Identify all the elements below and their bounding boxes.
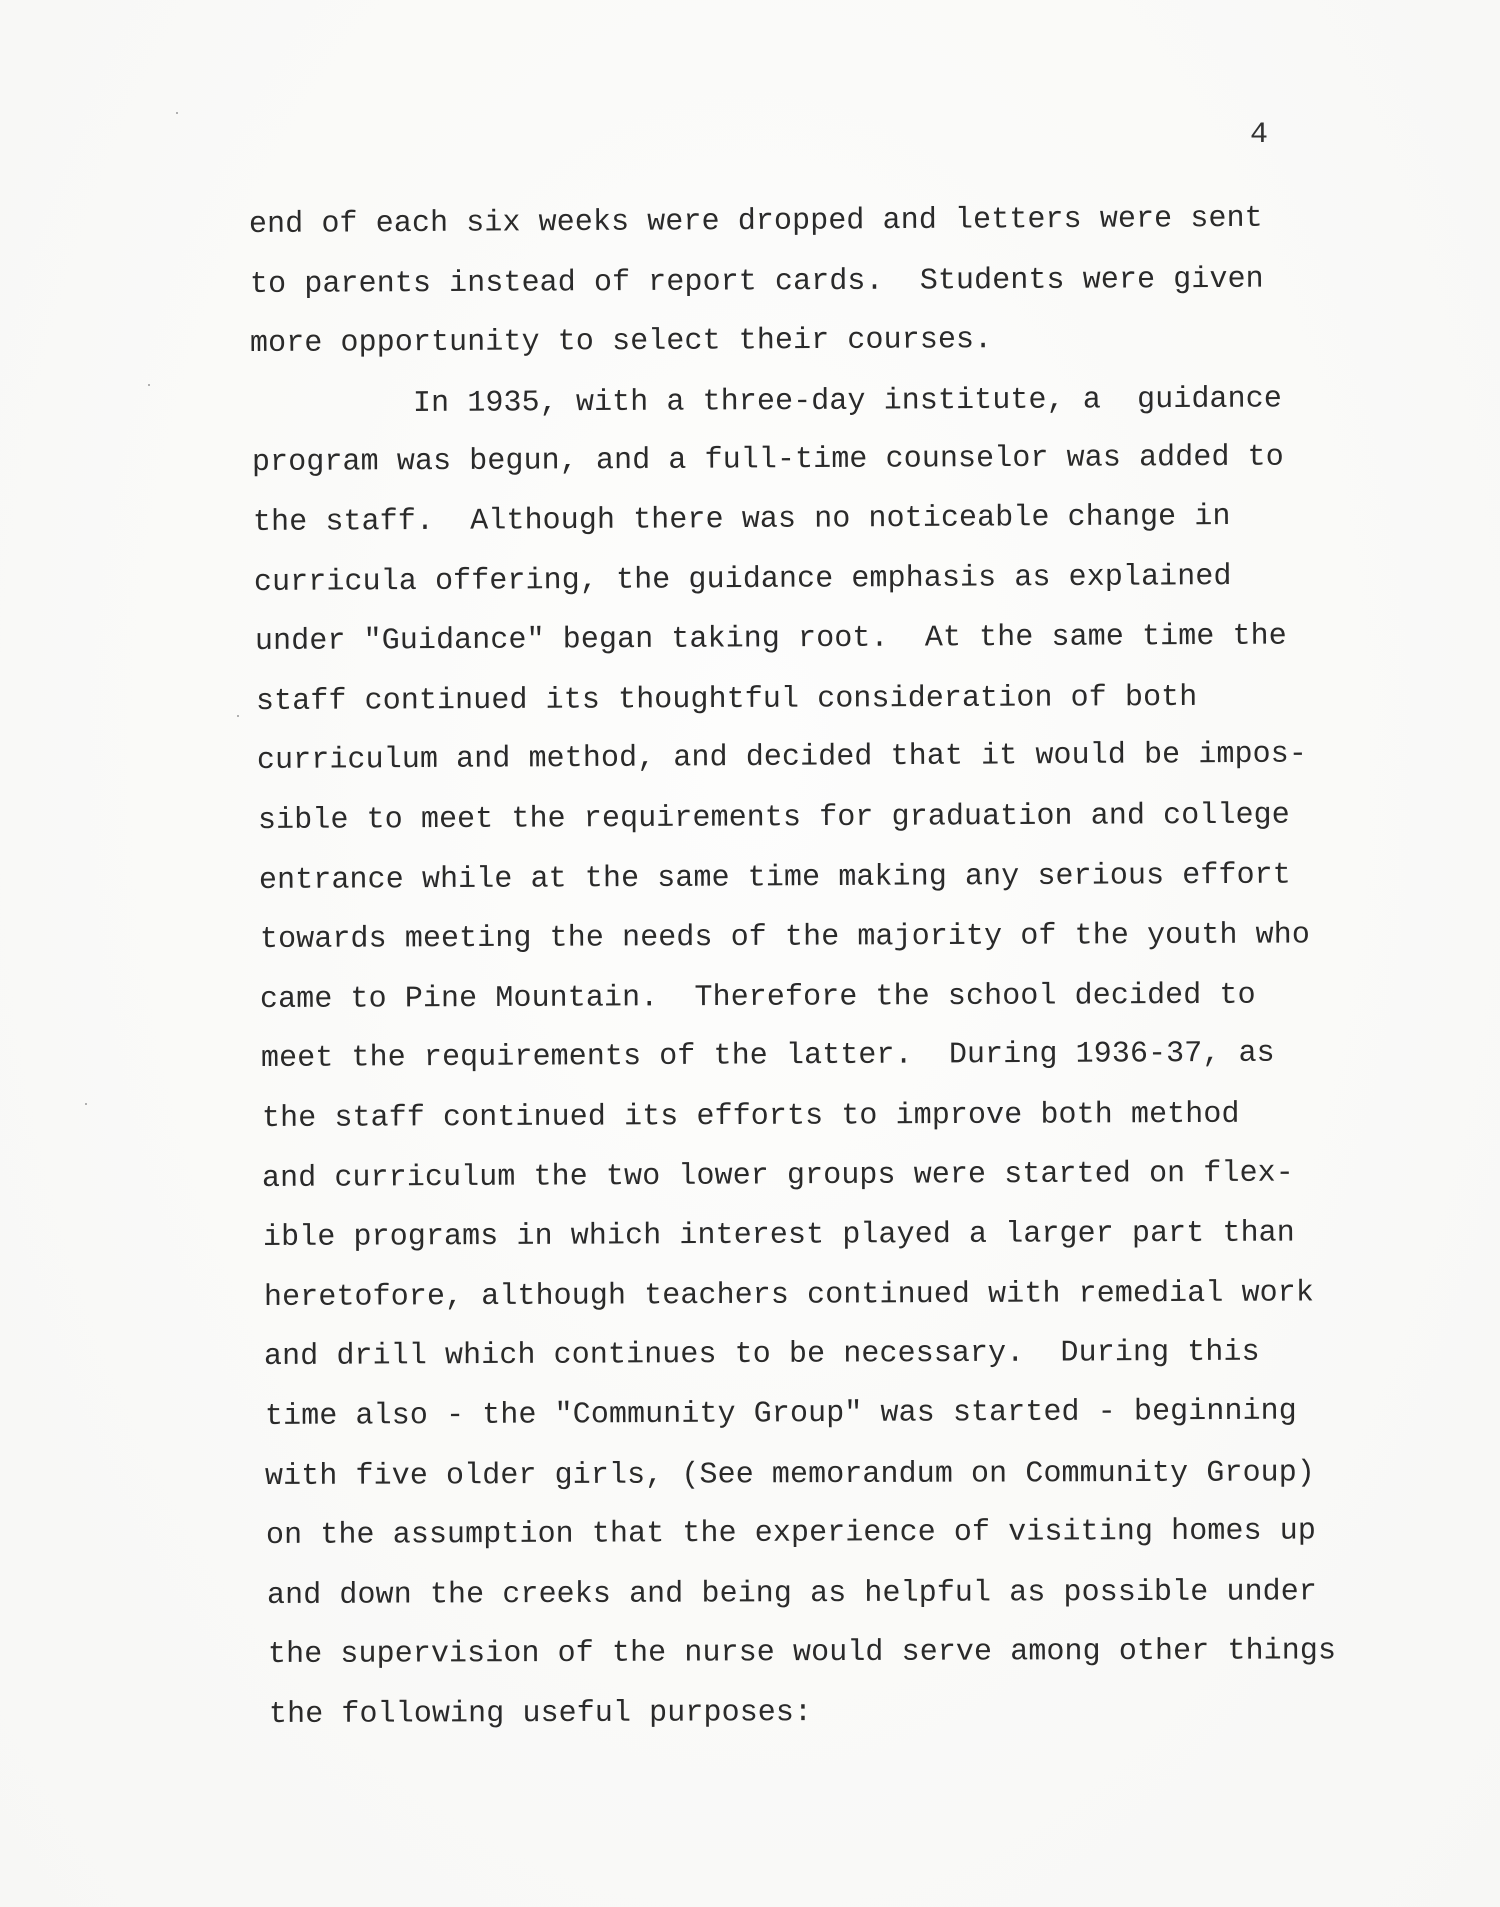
text-line: staff continued its thoughtful consideration of both [255,680,1198,719]
text-line: and curriculum the two lower groups were started on flex- [261,1156,1294,1196]
text-line: with five older girls, (See memorandum on Community Group) [264,1455,1316,1494]
paper-speck [176,112,178,114]
page-number: 4 [1250,118,1269,152]
text-line: program was begun, and a full-time counselor was added to [251,440,1284,481]
text-line: to parents instead of report cards. Students were given [249,262,1264,302]
text-line: end of each six weeks were dropped and letters were sent [248,201,1263,242]
text-line: meet the requirements of the latter. During 1936-37, as [260,1037,1275,1077]
text-line: and drill which continues to be necessary. During this [263,1336,1260,1375]
text-line: time also - the "Community Group" was started - beginning [264,1394,1297,1434]
paper-speck [237,715,239,717]
text-line: on the assumption that the experience of visiting homes up [265,1514,1317,1554]
text-line: curricula offering, the guidance emphasis as explained [253,559,1232,600]
text-line: the following useful purposes: [268,1696,813,1732]
text-line: came to Pine Mountain. Therefore the school decided to [259,978,1256,1017]
text-line: the staff continued its efforts to improve both method [261,1097,1240,1136]
text-line: towards meeting the needs of the majority of the youth who [259,918,1311,958]
text-line: curriculum and method, and decided that it would be impos- [256,737,1308,779]
text-line: sible to meet the requirements for graduation and college [257,798,1290,838]
paper-speck [85,1103,87,1105]
text-line: heretofore, although teachers continued with remedial work [263,1276,1315,1315]
text-line: more opportunity to select their courses. [249,323,993,362]
text-line: under "Guidance" began taking root. At the same time the [254,619,1287,660]
text-line: the supervision of the nurse would serve among other things [267,1634,1337,1673]
text-line: entrance while at the same time making any serious effort [258,858,1291,898]
paper-speck [148,384,150,386]
text-line: and down the creeks and being as helpful as possible under [266,1575,1318,1613]
text-line: ible programs in which interest played a larger part than [262,1216,1295,1256]
text-line: the staff. Although there was no noticeable change in [252,500,1231,540]
paragraph-start-line: In 1935, with a three-day institute, a guidance [412,382,1283,421]
